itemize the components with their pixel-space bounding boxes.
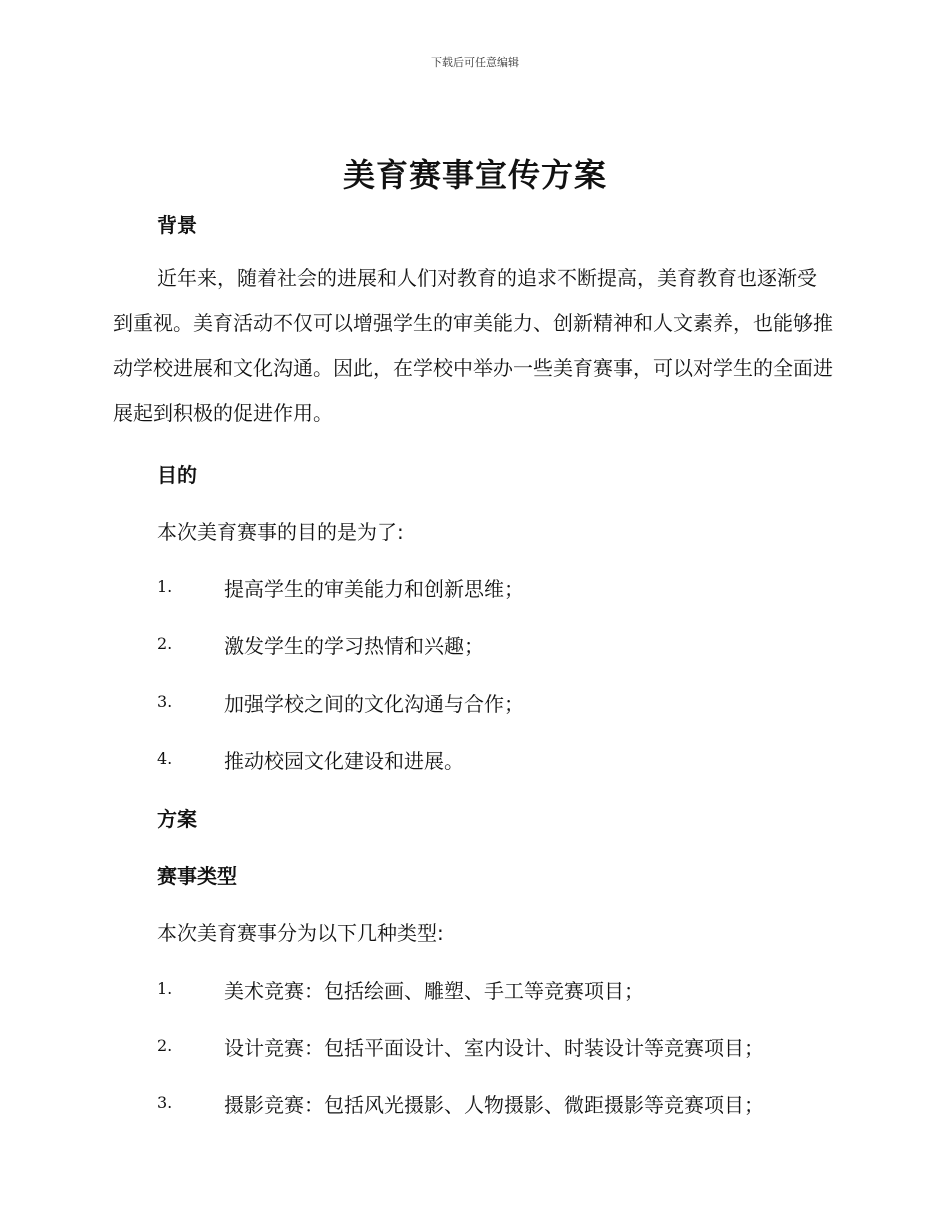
list-item-number: 4.: [157, 749, 173, 768]
list-item-number: 1.: [157, 577, 173, 596]
list-item-number: 2.: [157, 634, 173, 653]
section-heading-purpose: 目的: [157, 463, 197, 487]
list-item-text: 设计竞赛：包括平面设计、室内设计、时装设计等竞赛项目；: [224, 1036, 764, 1060]
list-item-text: 激发学生的学习热情和兴趣；: [224, 634, 484, 658]
section-heading-background: 背景: [157, 213, 197, 237]
list-item-number: 1.: [157, 979, 173, 998]
purpose-intro: 本次美育赛事的目的是为了:: [157, 520, 404, 544]
list-item-text: 推动校园文化建设和进展。: [224, 749, 464, 773]
list-item-text: 美术竞赛：包括绘画、雕塑、手工等竞赛项目；: [224, 979, 644, 1003]
subsection-heading-competition-types: 赛事类型: [157, 864, 237, 888]
background-paragraph: 近年来，随着社会的进展和人们对教育的追求不断提高，美育教育也逐渐受到重视。美育活动不仅可以增强学生的审美能力、创新精神和人文素养，也能够推动学校进展和文化沟通。因此，在学校中举办一些美育赛事，可以对学生的全面进展起到积极的促进作用。: [113, 266, 833, 425]
list-item-text: 提高学生的审美能力和创新思维；: [224, 577, 524, 601]
page-header-note: 下载后可任意编辑: [431, 56, 519, 69]
list-item-number: 2.: [157, 1036, 173, 1055]
section-heading-plan: 方案: [157, 807, 197, 831]
list-item-number: 3.: [157, 692, 173, 711]
list-item-text: 摄影竞赛：包括风光摄影、人物摄影、微距摄影等竞赛项目；: [224, 1093, 764, 1117]
list-item-number: 3.: [157, 1093, 173, 1112]
plan-intro: 本次美育赛事分为以下几种类型:: [157, 921, 444, 945]
document-title: 美育赛事宣传方案: [342, 156, 607, 194]
list-item-text: 加强学校之间的文化沟通与合作；: [224, 692, 524, 716]
